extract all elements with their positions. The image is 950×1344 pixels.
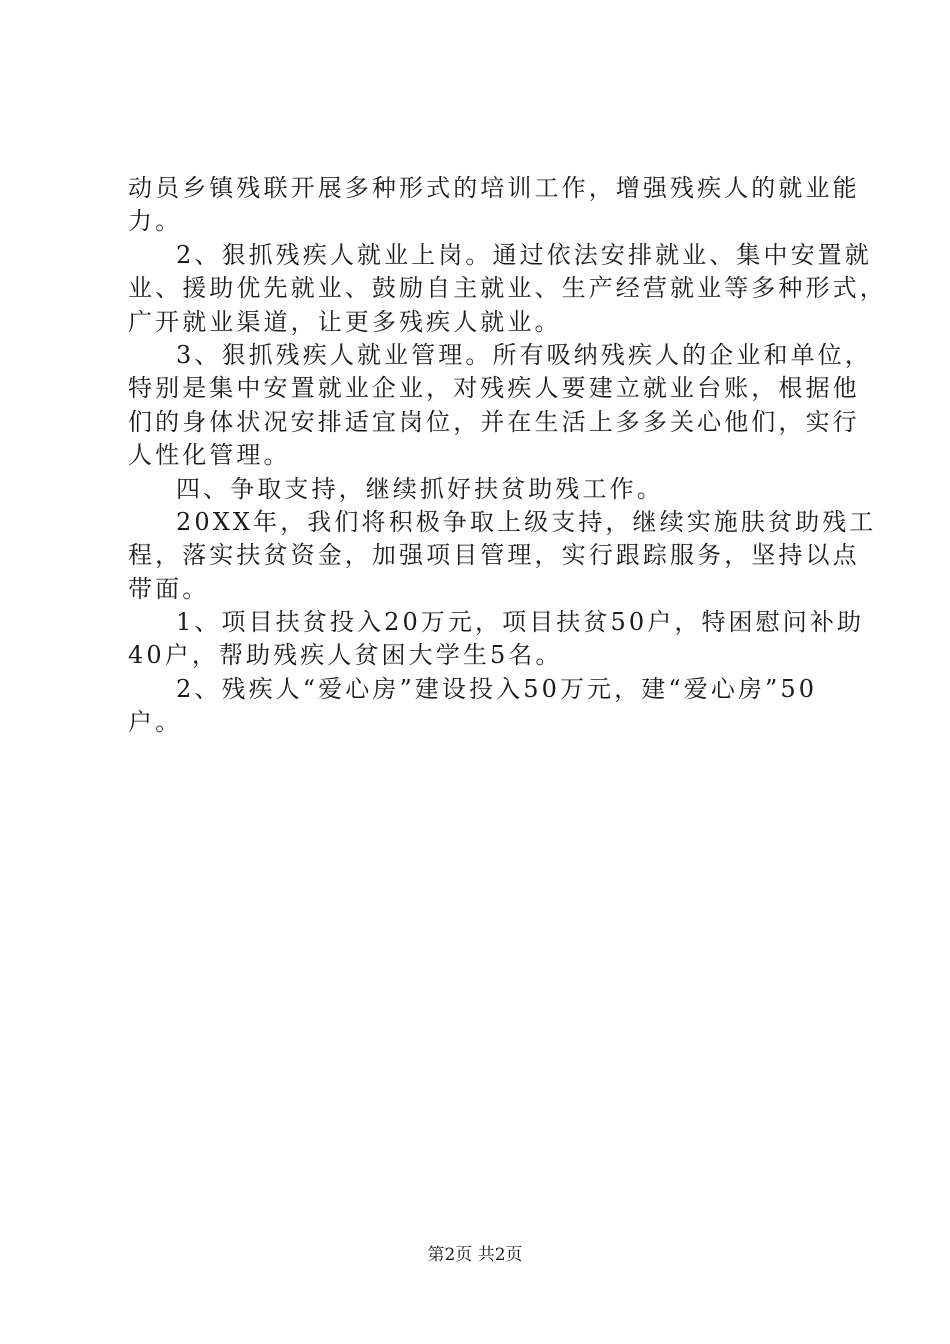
document-body bbox=[128, 172, 887, 740]
text-line: 业、援助优先就业、鼓励自主就业、生产经营就业等多种形式， bbox=[128, 274, 887, 303]
text-line: 特别是集中安置就业企业，对残疾人要建立就业台账，根据他 bbox=[128, 374, 860, 403]
text-line: 力。 bbox=[128, 207, 183, 236]
text-line: 带面。 bbox=[128, 574, 210, 603]
text-line: 2、狠抓残疾人就业上岗。通过依法安排就业、集中安置就 bbox=[176, 240, 872, 269]
text-line: 动员乡镇残联开展多种形式的培训工作，增强残疾人的就业能 bbox=[128, 174, 860, 202]
text-line: 20XX年，我们将积极争取上级支持，继续实施肤贫助残工 bbox=[176, 507, 877, 536]
text-line: 人性化管理。 bbox=[128, 441, 291, 470]
text-line: 们的身体状况安排适宜岗位，并在生活上多多关心他们，实行 bbox=[128, 407, 860, 436]
section-heading: 四、争取支持，继续抓好扶贫助残工作。 bbox=[176, 474, 664, 503]
text-line: 1、项目扶贫投入20万元，项目扶贫50户，特困慰问补助 bbox=[176, 608, 865, 637]
text-line: 广开就业渠道，让更多残疾人就业。 bbox=[128, 307, 562, 336]
text-line: 3、狠抓残疾人就业管理。所有吸纳残疾人的企业和单位， bbox=[176, 340, 872, 369]
text-line: 40户，帮助残疾人贫困大学生5名。 bbox=[128, 641, 563, 670]
text-line: 2、残疾人“爱心房”建设投入50万元，建“爱心房”50 bbox=[176, 674, 818, 703]
page-footer: 第2页 共2页 bbox=[427, 1245, 523, 1265]
text-line: 户。 bbox=[128, 708, 183, 737]
text-line: 程，落实扶贫资金，加强项目管理，实行跟踪服务，坚持以点 bbox=[128, 541, 860, 570]
